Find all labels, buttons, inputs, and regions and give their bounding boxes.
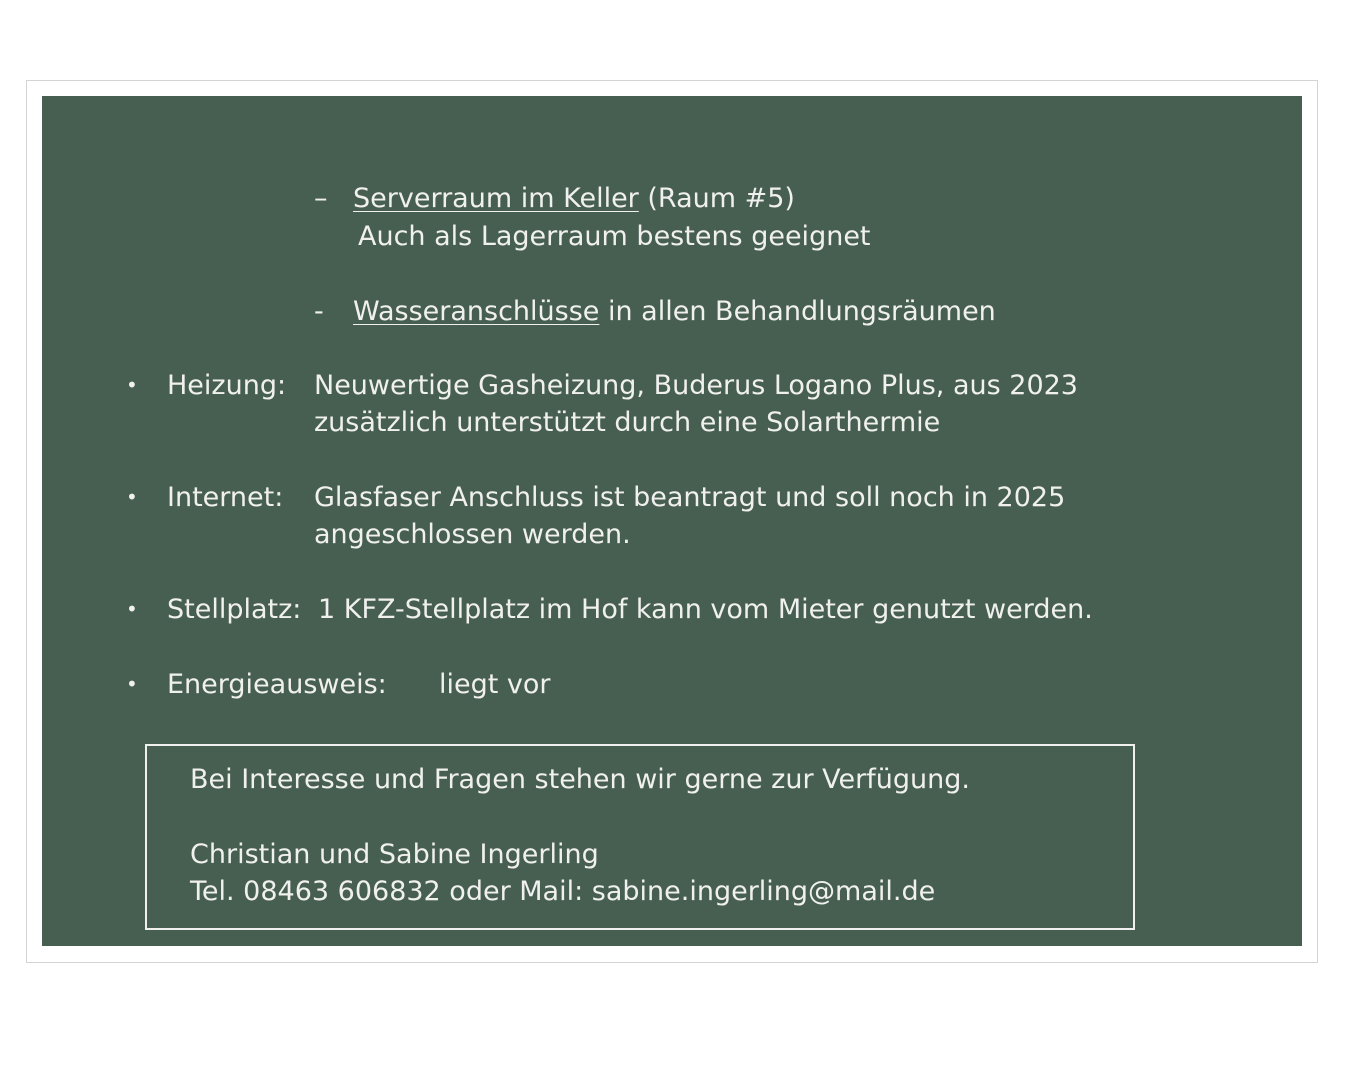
feature-label-stellplatz: Stellplatz: xyxy=(167,594,302,625)
sub-item-line2: Auch als Lagerraum bestens geeignet xyxy=(358,221,871,252)
contact-intro: Bei Interesse und Fragen stehen wir gerne zur Verfügung. xyxy=(190,764,970,795)
sub-item-link: Serverraum im Keller xyxy=(353,183,639,214)
sub-item-marker: – xyxy=(314,183,328,214)
sub-item-marker: - xyxy=(314,296,324,327)
feature-value-heizung: Neuwertige Gasheizung, Buderus Logano Plus, aus 2023 xyxy=(314,370,1078,401)
feature-label-internet: Internet: xyxy=(167,482,284,513)
feature-value-heizung-line2: zusätzlich unterstützt durch eine Solarthermie xyxy=(314,407,941,438)
sub-item-rest: in allen Behandlungsräumen xyxy=(599,296,996,327)
info-slide xyxy=(42,96,1302,946)
bullet-icon: • xyxy=(126,597,138,621)
feature-value-internet: Glasfaser Anschluss ist beantragt und soll noch in 2025 xyxy=(314,482,1066,513)
feature-value-internet-line2: angeschlossen werden. xyxy=(314,519,631,550)
bullet-icon: • xyxy=(126,672,138,696)
sub-item-link: Wasseranschlüsse xyxy=(353,296,600,327)
bullet-icon: • xyxy=(126,485,138,509)
sub-item-serverraum xyxy=(353,180,795,217)
sub-item-wasseranschluesse xyxy=(353,293,996,330)
contact-phone-mail: Tel. 08463 606832 oder Mail: sabine.ingerling@mail.de xyxy=(190,876,936,907)
feature-label-energieausweis: Energieausweis: xyxy=(167,669,387,700)
feature-value-energieausweis: liegt vor xyxy=(439,669,551,700)
feature-value-stellplatz: 1 KFZ-Stellplatz im Hof kann vom Mieter genutzt werden. xyxy=(318,594,1093,625)
bullet-icon: • xyxy=(126,373,138,397)
sub-item-rest: (Raum #5) xyxy=(638,183,795,214)
feature-label-heizung: Heizung: xyxy=(167,370,287,401)
contact-names: Christian und Sabine Ingerling xyxy=(190,839,599,870)
